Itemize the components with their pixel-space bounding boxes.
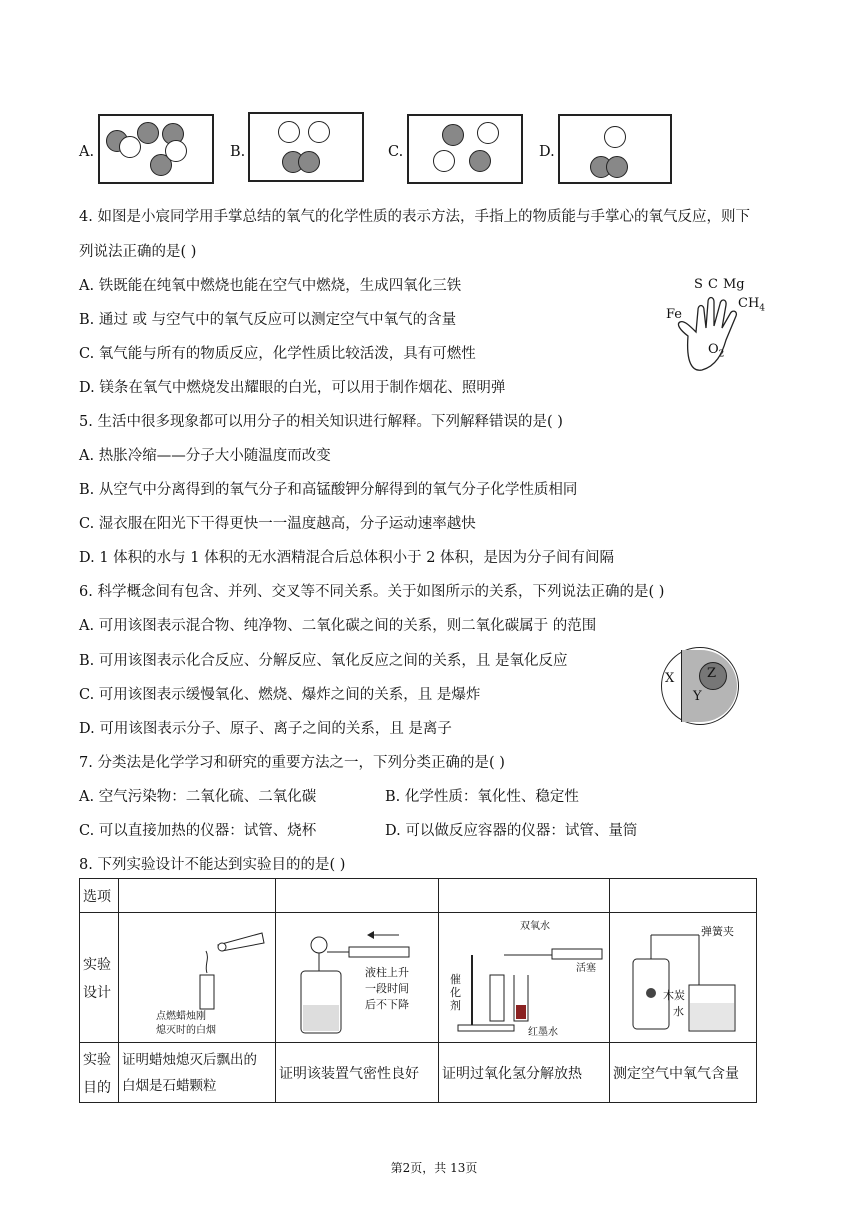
gray-particle [606,156,628,178]
purpose-cell-b: 证明该装置气密性良好 [276,1043,439,1103]
option-a-label: A. [79,144,95,160]
q7-stem: 7. 分类法是化学学习和研究的重要方法之一，下列分类正确的是( ) [79,755,505,771]
option-c-label: C. [388,144,404,160]
q6-option-d: D. 可用该图表示分子、原子、离子之间的关系，且 是离子 [79,721,452,737]
header-cell: 选项 [80,879,119,913]
q5-option-c: C. 湿衣服在阳光下干得更快一一温度越高，分子运动速率越快 [79,516,476,532]
table-header-row [80,879,757,913]
q6-option-a: A. 可用该图表示混合物、纯净物、二氧化碳之间的关系，则二氧化碳属于 的范围 [79,618,597,634]
table-row-design [80,913,757,1043]
hand-c-label: C [708,277,718,292]
experiment-table [79,878,757,1103]
design-cell-d: 弹簧夹 木炭 水 [610,913,757,1043]
table-row-purpose [80,1043,757,1103]
gray-particle [442,124,464,146]
peroxide-heat-figure [442,915,606,1041]
option-b-particle-box [248,112,364,182]
design-cell-a: 点燃蜡烛刚 熄灭时的白烟 [119,913,276,1043]
white-particle [477,122,499,144]
purpose-cell-c: 证明过氧化氢分解放热 [439,1043,610,1103]
white-particle [433,150,455,172]
hand-fe-label: Fe [666,307,683,322]
white-particle [278,121,300,143]
q5-option-b: B. 从空气中分离得到的氧气分子和高锰酸钾分解得到的氧气分子化学性质相同 [79,482,578,498]
label-y: Y [693,689,702,704]
purpose-cell-d: 测定空气中氧气含量 [610,1043,757,1103]
q7-option-d: D. 可以做反应容器的仪器：试管、量筒 [385,823,638,839]
gray-particle [298,151,320,173]
q4-option-c: C. 氧气能与所有的物质反应，化学性质比较活泼，具有可燃性 [79,346,476,362]
q6-stem: 6. 科学概念间有包含、并列、交叉等不同关系。关于如图所示的关系，下列说法正确的是( ) [79,584,665,600]
q5-option-d: D. 1 体积的水与 1 体积的无水酒精混合后总体积小于 2 体积，是因为分子间有间隔 [79,550,615,566]
option-b-label: B. [230,144,246,160]
page-footer: 第2页，共 13页 [390,1161,478,1175]
white-particle [119,136,141,158]
white-particle [165,140,187,162]
hand-o2-label: $O_2$ [708,342,725,360]
purpose-cell-a: 证明蜡烛熄灭后飘出的 白烟是石蜡颗粒 [119,1043,276,1103]
q4-option-d: D. 镁条在氧气中燃烧发出耀眼的白光，可以用于制作烟花、照明弹 [79,380,506,396]
design-cell-b: 液柱上升 一段时间 后不下降 [276,913,439,1043]
hand-mg-label: Mg [723,277,745,292]
q8-stem: 8. 下列实验设计不能达到实验目的的是( ) [79,857,346,873]
gray-particle [469,150,491,172]
option-c-particle-box [407,114,523,184]
design-cell-c: 双氧水 活塞 催 化 剂 红墨水 [439,913,610,1043]
q7-option-b: B. 化学性质：氧化性、稳定性 [385,789,579,805]
gray-particle [137,122,159,144]
q4-option-b: B. 通过 或 与空气中的氧气反应可以测定空气中氧气的含量 [79,312,457,328]
row-label-design: 实验 设计 [80,913,119,1043]
white-particle [308,121,330,143]
q6-option-b: B. 可用该图表示化合反应、分解反应、氧化反应之间的关系，且 是氧化反应 [79,653,568,669]
q4-stem: 4. 如图是小宸同学用手掌总结的氧气的化学性质的表示方法，手指上的物质能与手掌心的氧气反应，则下 [79,209,750,225]
hand-ch4-label: $CH_4$ [738,296,766,314]
hand-oxygen-figure [666,274,776,384]
q6-option-c: C. 可用该图表示缓慢氧化、燃烧、爆炸之间的关系，且 是爆炸 [79,687,481,703]
concept-relation-diagram [661,647,741,727]
option-a-particle-box [98,114,214,184]
row-label-purpose: 实验 目的 [80,1043,119,1103]
q7-option-c: C. 可以直接加热的仪器：试管、烧杯 [79,823,317,839]
candle-smoke-figure [122,915,272,1015]
q5-stem: 5. 生活中很多现象都可以用分子的相关知识进行解释。下列解释错误的是( ) [79,414,563,430]
white-particle [604,126,626,148]
label-x: X [665,671,675,686]
hand-s-label: S [694,277,703,292]
option-d-particle-box [558,114,672,184]
q4-option-a: A. 铁既能在纯氧中燃烧也能在空气中燃烧，生成四氧化三铁 [79,278,462,294]
label-z: Z [707,666,717,681]
option-d-label: D. [539,144,555,160]
q4-stem-cont: 列说法正确的是( ) [79,244,197,260]
q5-option-a: A. 热胀冷缩——分子大小随温度而改变 [79,448,331,464]
q7-option-a: A. 空气污染物：二氧化硫、二氧化碳 [79,789,317,805]
syringe-airtight-figure [279,915,435,1041]
hand-icon [666,274,776,384]
